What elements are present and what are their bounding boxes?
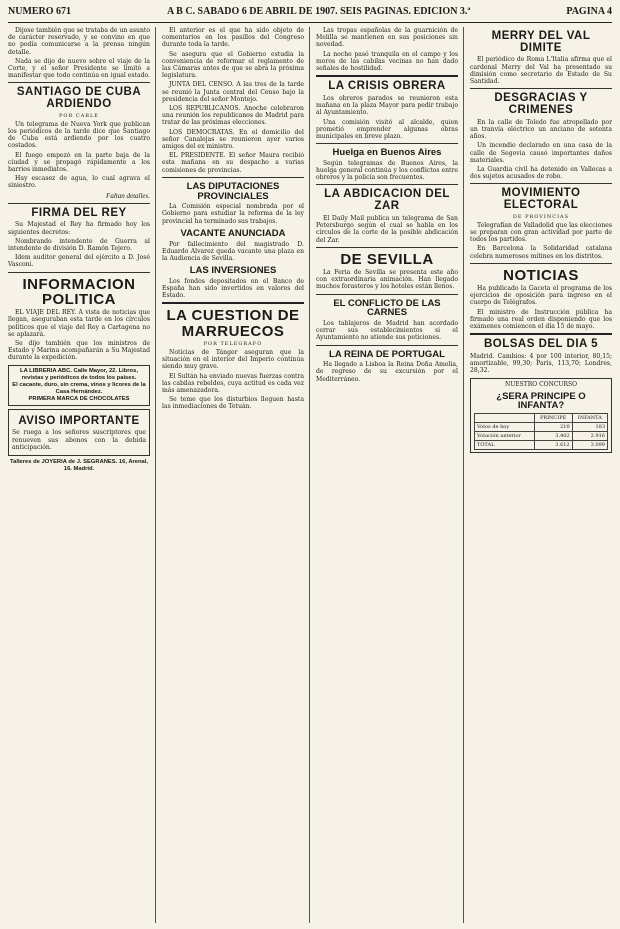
infanta-votes: 183: [572, 422, 607, 431]
headline-aviso: AVISO IMPORTANTE: [18, 414, 140, 427]
headline-diputaciones: LAS DIPUTACIONES PROVINCIALES: [186, 180, 280, 202]
paragraph: El periódico de Roma L'Italia afirma que el cardenal Merry del Val ha presentado su dimisión como secretario de Estado de Su Santidad.: [470, 56, 612, 86]
paragraph: Noticias de Tánger aseguran que la situación en el interior del Imperio continúa siendo muy grave.: [162, 349, 304, 371]
paragraph: La noche pasó tranquila en el campo y los moros de las cabilas vecinas no han dado señales de hostilidad.: [316, 50, 458, 73]
headline-inversiones: LAS INVERSIONES: [189, 265, 277, 277]
row-label: Votación anterior: [475, 431, 535, 440]
ad-line: El cacaote, duro, sin crema, vinos y licores de la Casa Hernández.: [12, 381, 146, 395]
votes-header: PRINCIPE: [534, 413, 572, 422]
news-note: JUNTA DEL CENSO. A las tres de la tarde se reunió la Junta central del Censo bajo la presidencia del señor Montejo.: [162, 81, 304, 103]
headline-cuestion-marruecos: LA CUESTION DE MARRUECOS: [166, 307, 300, 340]
headline-informacion: INFORMACION POLITICA: [22, 275, 136, 308]
aviso-box: [8, 409, 150, 456]
headline-crisis-obrera: LA CRISIS OBRERA: [328, 80, 446, 93]
paragraph: La Feria de Sevilla se presenta este año con extraordinaria animación. Han llegado muchos forasteros y los hoteles están llenos.: [316, 269, 458, 291]
headline-huelga: Huelga en Buenos Aires: [332, 147, 442, 159]
concurso-label: NUESTRO CONCURSO: [504, 380, 578, 388]
headline-desgracias: DESGRACIAS Y CRIMENES: [494, 92, 588, 116]
principe-votes: 210: [534, 422, 572, 431]
paragraph: Los obreros parados se reunieron esta mañana en la plaza Mayor para pedir trabajo al Ayuntamiento.: [316, 94, 458, 117]
news-note: LOS DEMOCRATAS. En el domicilio del señor Canalejas se reunieron ayer varios amigos del ex ministro.: [162, 128, 304, 151]
table-row: [475, 431, 608, 440]
headline-firma: FIRMA DEL REY: [31, 206, 127, 219]
votes-header: INFANTA: [572, 413, 607, 422]
paragraph: Se teme que los disturbios lleguen hasta las inmediaciones de Tetuán.: [162, 396, 304, 411]
ad-line: LA LIBRERIA ABC. Calle Mayor, 22. Libros, revistas y periódicos de todos los países.: [20, 367, 138, 381]
paragraph: Un incendio declarado en una casa de la calle de Segovia causó importantes daños materiales.: [470, 142, 612, 164]
paragraph: La Comisión especial nombrada por el Gobierno para estudiar la reforma de la ley provincial ha terminado sus trabajos.: [162, 203, 304, 225]
paragraph: Idem auditor general del ejército a D. José Vasconi.: [8, 254, 150, 269]
principe-votes: 3.612: [534, 440, 572, 449]
paragraph: En la calle de Toledo fue atropellado por un tranvía eléctrico un anciano de setenta años.: [470, 118, 612, 141]
paragraph: El Daily Mail publica un telegrama de San Petersburgo según el cual se habla en los círculos de la corte de la posible abdicación del Zar.: [316, 214, 458, 244]
paragraph: Su Majestad el Rey ha firmado hoy los siguientes decretos:: [8, 221, 150, 236]
paragraph: Los fondos depositados en el Banco de España han sido invertidos en valores del Estado.: [162, 277, 304, 300]
running-header: [8, 6, 612, 23]
infanta-votes: 3.099: [572, 440, 607, 449]
principe-votes: 3.402: [534, 431, 572, 440]
paragraph: Nombrando intendente de Guerra al intendente de división D. Ramón Tejero.: [8, 237, 150, 253]
paragraph: Por fallecimiento del magistrado D. Eduardo Alvarez queda vacante una plaza en la Audiencia de Sevilla.: [162, 240, 304, 262]
votes-header: [475, 413, 535, 422]
paragraph: Las tropas españolas de la guarnición de Melilla se mantienen en sus posiciones sin novedad.: [316, 27, 458, 49]
subhead: POR TELEGRAFO: [203, 341, 263, 348]
article-closing: Faltan detalles.: [106, 191, 150, 200]
paragraph: Se ruega a los señores suscriptores que renueven sus abonos con la debida anticipación.: [12, 429, 146, 451]
concurso-box: [470, 378, 612, 453]
paragraph: Los tablajeros de Madrid han acordado cerrar sus establecimientos si el Ayuntamiento no atiende sus peticiones.: [316, 319, 458, 342]
headline-reina-portugal: LA REINA DE PORTUGAL: [329, 348, 445, 360]
paragraph: Hay escasez de agua, lo cual agrava el siniestro.: [8, 175, 150, 190]
headline-santiago: SANTIAGO DE CUBA ARDIENDO: [16, 86, 142, 111]
ad-line: PRIMERA MARCA DE CHOCOLATES: [28, 395, 130, 402]
row-label: Votos de hoy: [475, 422, 535, 431]
row-label: TOTAL: [475, 440, 535, 449]
votes-table: [474, 413, 608, 450]
headline-abdicacion: LA ABDICACION DEL ZAR: [324, 188, 450, 213]
paragraph: Dijose también que se trataba de un asunto de carácter reservado, y se convino en que no podía comunicarse a la prensa ningún detalle.: [8, 27, 150, 56]
headline-movimiento-electoral: MOVIMIENTO ELECTORAL: [501, 187, 581, 212]
headline-vacante: VACANTE ANUNCIADA: [180, 227, 286, 239]
advertisement-box: [8, 365, 150, 406]
subhead: DE PROVINCIAS: [512, 213, 570, 220]
headline-bolsas: BOLSAS DEL DIA 5: [483, 338, 599, 351]
paragraph: Ha publicado la Gaceta el programa de los ejercicios de oposición para ingreso en el cuerpo de Telégrafos.: [470, 285, 612, 307]
headline-merry-del-val: MERRY DEL VAL DIMITE: [491, 30, 591, 54]
paragraph: La Guardia civil ha detenido en Vallecas a dos sujetos acusados de robo.: [470, 165, 612, 181]
concurso-question: ¿SERA PRINCIPE O INFANTA?: [496, 390, 586, 412]
paragraph: Madrid. Cambios: 4 por 100 interior, 80,15; amortizable, 99,30; París, 113,70; Londres, 28,32.: [470, 353, 612, 375]
headline-noticias: NOTICIAS: [503, 266, 579, 284]
paragraph: Según telegramas de Buenos Aires, la huelga general continúa y los conflictos entre obreros y la policía son frecuentes.: [316, 159, 458, 182]
paragraph: El fuego empezó en la parte baja de la ciudad y se propagó rápidamente a los barrios inmediatos.: [8, 151, 150, 174]
headline-sevilla: DE SEVILLA: [340, 250, 434, 268]
paragraph: El Sultán ha enviado nuevas fuerzas contra las cabilas rebeldes, cuya actitud es cada vez más amenazadora.: [162, 372, 304, 395]
issue-number: NUMERO 671: [8, 6, 72, 17]
paragraph: Un telegrama de Nueva York que publican los periódicos de la tarde dice que Santiago de Cuba está ardiendo por los cuatro costados.: [8, 120, 150, 150]
headline-conflicto-carnes: EL CONFLICTO DE LAS CARNES: [333, 297, 441, 319]
ad-footer: Talleres de JOYERIA de J. SEGRANES. 16, Arenal, 16. Madrid.: [10, 458, 148, 472]
table-row: [475, 422, 608, 431]
news-note: EL PRESIDENTE. El señor Maura recibió esta mañana en su despacho a varias comisiones de provincias.: [162, 152, 304, 174]
paragraph: Se asegura que el Gobierno estudia la conveniencia de reformar el reglamento de las Cámaras antes de que se abra la próxima legislatura.: [162, 50, 304, 80]
masthead-line: A B C. SABADO 6 DE ABRIL DE 1907. SEIS PAGINAS. EDICION 3.ª: [166, 6, 471, 17]
paragraph: Nada se dijo de nuevo sobre el viaje de la Corte, y el señor Presidente se limitó a manifestar que todo continúa en igual estado.: [8, 57, 150, 80]
column-2: [162, 27, 310, 923]
paragraph: Ha llegado a Lisboa la Reina Doña Amelia, de regreso de su excursión por el Mediterráneo.: [316, 361, 458, 383]
subhead: POR CABLE: [59, 112, 99, 119]
page-number: PAGINA 4: [566, 6, 612, 17]
paragraph: Se dijo también que los ministros de Estado y Marina acompañarán a Su Majestad durante la expedición.: [8, 340, 150, 362]
paragraph: El ministro de Instrucción pública ha firmado una real orden disponiendo que los exámenes comiencen el día 15 de mayo.: [470, 308, 612, 331]
news-note: LOS REPUBLICANOS. Anoche celebraron una reunión los republicanos de Madrid para tratar de las próximas elecciones.: [162, 105, 304, 127]
infanta-votes: 2.916: [572, 431, 607, 440]
table-row: [475, 440, 608, 449]
paragraph: EL VIAJE DEL REY. A vista de noticias que llegan, aseguraban esta tarde en los círculos políticos que el viaje del Rey a Cartagena no se aplazará.: [8, 309, 150, 338]
column-1: [8, 27, 156, 923]
column-3: [316, 27, 464, 923]
paragraph: Una comisión visitó al alcalde, quien prometió emprender algunas obras municipales en breve plazo.: [316, 118, 458, 140]
column-4: [470, 27, 612, 923]
paragraph: En Barcelona la Solidaridad catalana celebra numerosos mítines en los distritos.: [470, 245, 612, 260]
paragraph: El anterior es el que ha sido objeto de comentarios en los pasillos del Congreso durante toda la tarde.: [162, 27, 304, 49]
paragraph: Telegrafían de Valladolid que las elecciones se preparan con gran actividad por parte de todos los partidos.: [470, 221, 612, 244]
